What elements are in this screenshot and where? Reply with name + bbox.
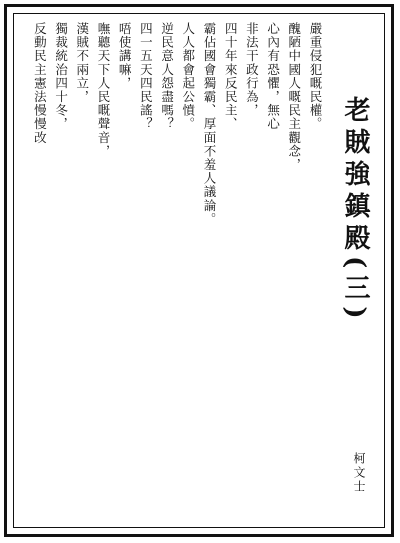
text-column: 唔使講嘛，: [117, 22, 133, 90]
text-column: 四十年來反民主、: [223, 22, 239, 131]
text-column: 反動民主憲法慢慢改: [32, 22, 48, 145]
text-column: 漢賊不兩立，: [74, 22, 90, 104]
text-column: 四一五天四民謠？: [138, 22, 154, 131]
text-column: 嘸聽天下人民嘅聲音，: [95, 22, 111, 158]
text-column: 獨裁統治四十冬，: [53, 22, 69, 131]
author-name: 柯文士: [352, 452, 366, 494]
text-column: 心內有恐懼，無心: [265, 22, 281, 131]
text-column: 逆民意人怨盡嗎？: [159, 22, 175, 131]
article-body: [18, 22, 326, 518]
text-column: 非法干政行為，: [244, 22, 260, 118]
text-column: 嚴重侵犯嘅民權。: [308, 22, 323, 131]
text-column: 霸佔國會獨霸、厚面不羞人議論。: [201, 22, 217, 226]
article-title: 老賊強鎮殿(三): [340, 96, 370, 325]
text-column: 人人都會起公憤。: [180, 22, 196, 131]
text-column: 醜陋中國人嘅民主觀念，: [286, 22, 302, 172]
